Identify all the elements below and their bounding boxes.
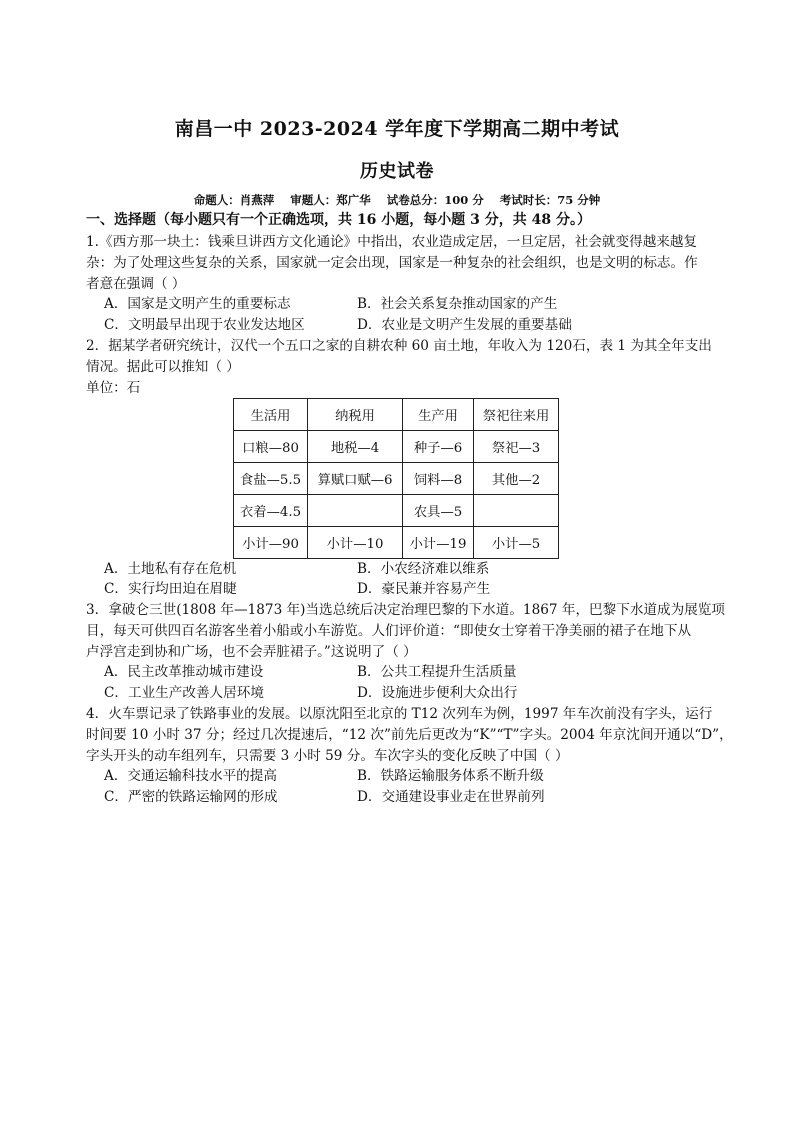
subject-title: 历史试卷 bbox=[360, 161, 434, 182]
section-heading: 一、选择题（每小题只有一个正确选项，共 16 小题，每小题 3 分，共 48 分。） bbox=[86, 212, 591, 228]
table-header: 祭祀往来用 bbox=[474, 399, 559, 431]
table-cell: 其他—2 bbox=[474, 463, 559, 495]
q1-option-c: C．文明最早出现于农业发达地区 bbox=[104, 317, 305, 333]
q2-option-a: A．土地私有存在危机 bbox=[104, 561, 237, 577]
q4-option-c: C．严密的铁路运输网的形成 bbox=[104, 789, 278, 805]
table-header-row bbox=[234, 399, 559, 431]
q3-option-d: D．设施进步便利大众出行 bbox=[357, 685, 518, 701]
table-cell: 小计—10 bbox=[308, 527, 403, 559]
q1-line-2: 杂：为了处理这些复杂的关系，国家就一定会出现，国家是一种复杂的社会组织，也是文明的标志。作 bbox=[86, 255, 698, 271]
q3-line-1: 3．拿破仑三世(1808 年—1873 年)当选总统后决定治理巴黎的下水道。1867 年，巴黎下水道成为展览项 bbox=[86, 602, 725, 618]
exam-meta: 命题人：肖燕萍 审题人：郑广华 试卷总分：100 分 考试时长：75 分钟 bbox=[193, 193, 601, 207]
q1-line-1: 1.《西方那一块土：钱乘旦讲西方文化通论》中指出，农业造成定居，一旦定居，社会就变得越来越复 bbox=[86, 234, 698, 250]
q3-option-c: C．工业生产改善人居环境 bbox=[104, 685, 264, 701]
q1-option-a: A．国家是文明产生的重要标志 bbox=[104, 296, 291, 312]
q4-option-d: D．交通建设事业走在世界前列 bbox=[357, 789, 545, 805]
table-cell: 种子—6 bbox=[403, 431, 474, 463]
q3-option-a: A．民主改革推动城市建设 bbox=[104, 664, 264, 680]
q1-line-3: 者意在强调（ ） bbox=[86, 276, 186, 292]
table-cell: 饲料—8 bbox=[403, 463, 474, 495]
q4-option-a: A．交通运输科技水平的提高 bbox=[104, 768, 277, 784]
table-cell bbox=[308, 495, 403, 527]
exam-title: 南昌一中 2023-2024 学年度下学期高二期中考试 bbox=[174, 118, 620, 140]
table-row bbox=[234, 527, 559, 559]
table-cell bbox=[474, 495, 559, 527]
q4-line-1: 4．火车票记录了铁路事业的发展。以原沈阳至北京的 T12 次列车为例，1997 年车次前没有字头，运行 bbox=[86, 706, 713, 722]
table-row bbox=[234, 495, 559, 527]
q4-option-b: B．铁路运输服务体系不断升级 bbox=[357, 768, 544, 784]
table-cell: 小计—5 bbox=[474, 527, 559, 559]
table-cell: 小计—90 bbox=[234, 527, 308, 559]
q4-line-3: 字头开头的动车组列车，只需要 3 小时 59 分。车次字头的变化反映了中国（ ） bbox=[86, 748, 569, 764]
table-cell: 农具—5 bbox=[403, 495, 474, 527]
table-cell: 口粮—80 bbox=[234, 431, 308, 463]
table-cell: 算赋口赋—6 bbox=[308, 463, 403, 495]
table-cell: 衣着—4.5 bbox=[234, 495, 308, 527]
q1-option-d: D．农业是文明产生发展的重要基础 bbox=[357, 317, 572, 333]
table-cell: 食盐—5.5 bbox=[234, 463, 308, 495]
q2-option-c: C．实行均田迫在眉睫 bbox=[104, 581, 237, 597]
table-cell: 祭祀—3 bbox=[474, 431, 559, 463]
q2-line-1: 2．据某学者研究统计，汉代一个五口之家的自耕农种 60 亩土地，年收入为 120石，表 1 为其全年支出 bbox=[86, 338, 712, 354]
table-row bbox=[234, 431, 559, 463]
table-header: 生活用 bbox=[234, 399, 308, 431]
q2-line-2: 情况。据此可以推知（ ） bbox=[86, 359, 240, 375]
q1-option-b: B．社会关系复杂推动国家的产生 bbox=[357, 296, 558, 312]
table-header: 纳税用 bbox=[308, 399, 403, 431]
q3-line-2: 目，每天可供四百名游客坐着小船或小车游览。人们评价道：“即使女士穿着干净美丽的裙子在地下从 bbox=[86, 623, 692, 639]
table-cell: 小计—19 bbox=[403, 527, 474, 559]
q2-option-d: D．豪民兼并容易产生 bbox=[357, 581, 491, 597]
table-row bbox=[234, 463, 559, 495]
q2-unit: 单位：石 bbox=[86, 380, 141, 396]
table-cell: 地税—4 bbox=[308, 431, 403, 463]
expense-table bbox=[233, 398, 559, 559]
q3-option-b: B．公共工程提升生活质量 bbox=[357, 664, 517, 680]
q4-line-2: 时间要 10 小时 37 分；经过几次提速后，“12 次”前先后更改为“K”“T”字头。2004 年京沈间开通以“D”， bbox=[86, 727, 733, 743]
q3-line-3: 卢浮宫走到协和广场，也不会弄脏裙子。”这说明了（ ） bbox=[86, 644, 417, 660]
q2-option-b: B．小农经济难以维系 bbox=[357, 561, 490, 577]
table-header: 生产用 bbox=[403, 399, 474, 431]
